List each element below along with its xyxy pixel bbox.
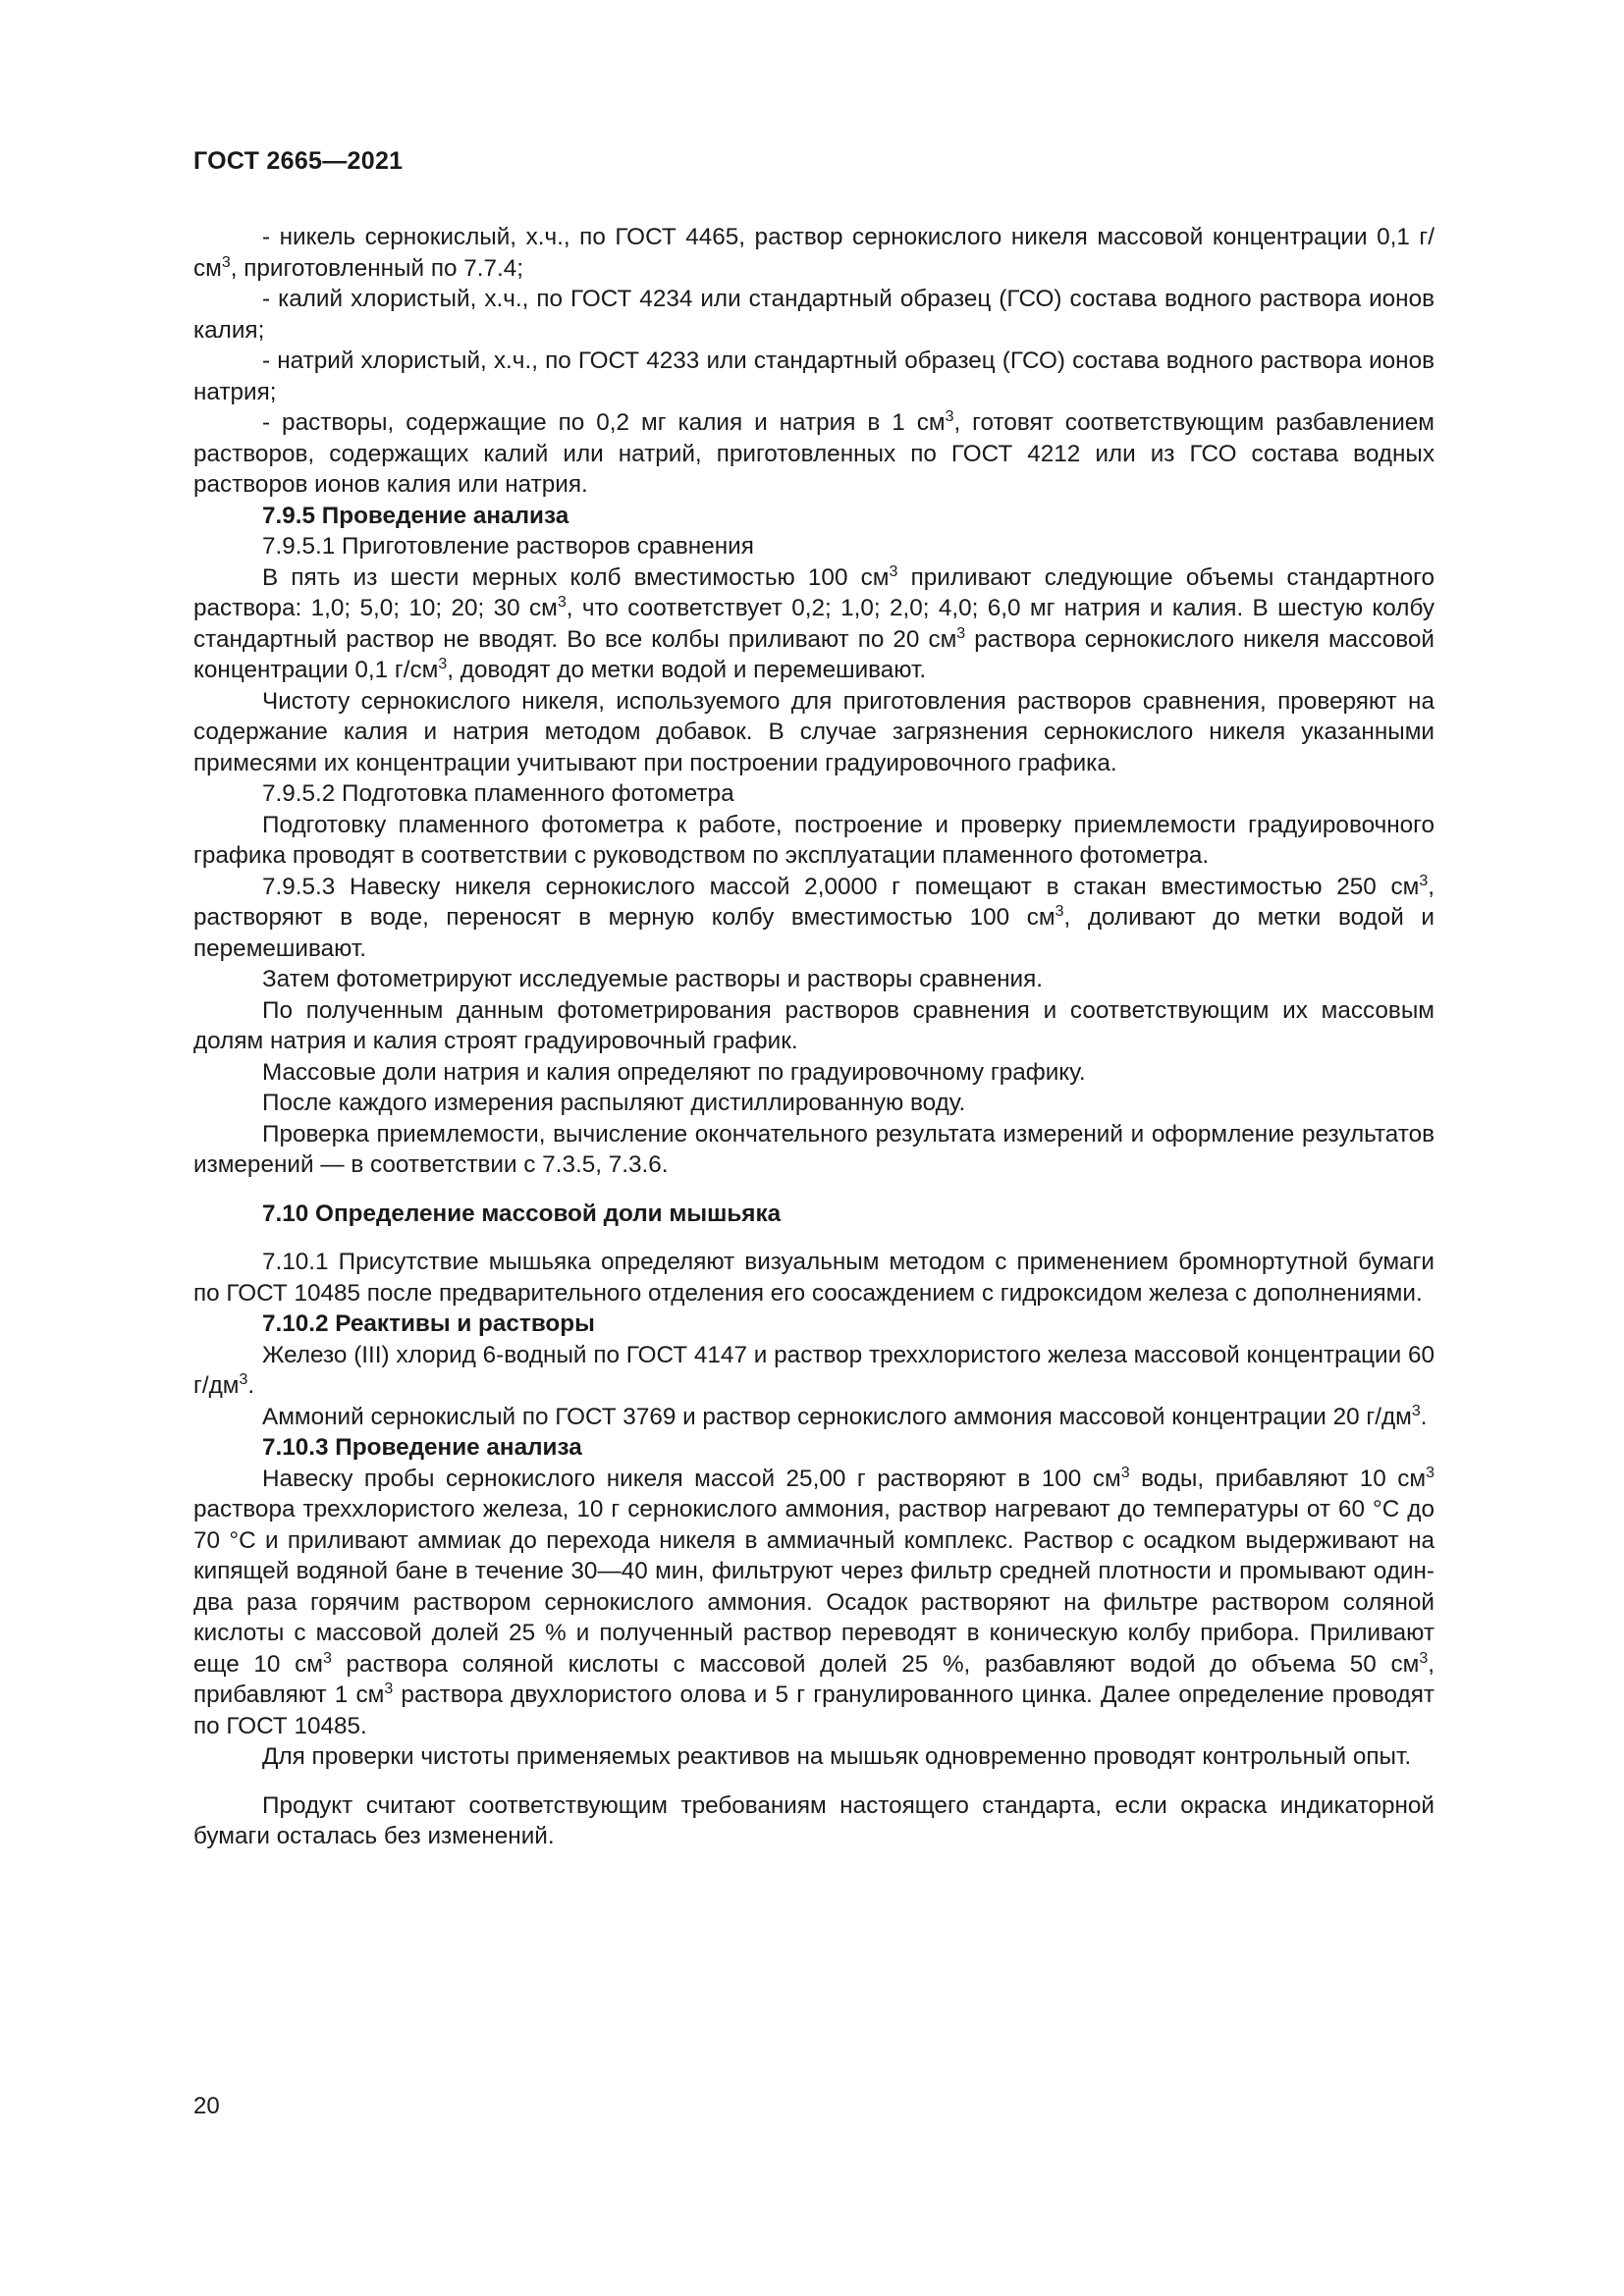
text-run: , доводят до метки водой и перемешивают. xyxy=(447,657,927,683)
superscript: 3 xyxy=(384,1681,394,1697)
superscript: 3 xyxy=(1120,1464,1130,1481)
text-run: раствора треххлористого железа, 10 г сернокислого аммония, раствор нагревают до температуры от 60 °С до 70 °С и приливают аммиак до перехода никеля в аммиачный комплекс. Раствор с осадком выдерживают на кипящей водяной бане в течение 30—40 мин, фильтруют через фильтр средней плотности и промывают один-два раза горячим раствором сернокислого аммония. Осадок растворяют на фильтре раствором соляной кислоты с массовой долей 25 % и полученный раствор переводят в коническую колбу прибора. Приливают еще 10 см xyxy=(193,1496,1435,1678)
superscript: 3 xyxy=(1419,872,1429,889)
text-run: , готовят соответствующим разбавлением растворов, содержащих калий или натрий, приготовленных по ГОСТ 4212 или из ГСО состава водных растворов ионов калия или натрия. xyxy=(193,409,1435,498)
text-run: раствора соляной кислоты с массовой долей 25 %, разбавляют водой до объема 50 см xyxy=(331,1650,1420,1678)
body-paragraph xyxy=(193,1057,1435,1089)
section-heading xyxy=(193,501,1435,532)
text-run: Подготовку пламенного фотометра к работе, построение и проверку приемлемости градуировочного графика проводят в соответствии с руководством по эксплуатации пламенного фотометра. xyxy=(193,811,1435,869)
text-run: Затем фотометрируют исследуемые растворы и растворы сравнения. xyxy=(262,966,1043,992)
text-run: 7.10.1 Присутствие мышьяка определяют визуальным методом с применением бромнортутной бумаги по ГОСТ 10485 после предварительного отделения его соосаждением с гидроксидом железа с дополнениями. xyxy=(193,1249,1435,1307)
superscript: 3 xyxy=(1426,1464,1435,1481)
text-run: Железо (III) хлорид 6-водный по ГОСТ 4147 и раствор треххлористого железа массовой концентрации 60 г/дм xyxy=(193,1341,1435,1399)
text-run: - никель сернокислый, х.ч., по ГОСТ 4465, раствор сернокислого никеля массовой концентрации 0,1 г/см xyxy=(193,224,1435,282)
section-heading xyxy=(193,1199,1435,1230)
body-paragraph xyxy=(193,1790,1435,1852)
body-paragraph xyxy=(193,1340,1435,1402)
superscript: 3 xyxy=(1411,1402,1421,1419)
body-paragraph xyxy=(193,686,1435,779)
text-run: 7.9.5.2 Подготовка пламенного фотометра xyxy=(262,780,734,807)
superscript: 3 xyxy=(889,562,898,580)
body-paragraph xyxy=(193,407,1435,501)
text-run: Массовые доли натрия и калия определяют по градуировочному графику. xyxy=(262,1058,1086,1086)
text-run: 7.10 Определение массовой доли мышьяка xyxy=(262,1200,782,1227)
body-paragraph xyxy=(193,531,1435,562)
text-run: - натрий хлористый, х.ч., по ГОСТ 4233 или стандартный образец (ГСО) состава водного раствора ионов натрия; xyxy=(193,347,1435,405)
body-paragraph xyxy=(193,346,1435,407)
body-paragraph xyxy=(193,1402,1435,1433)
text-run: раствора двухлористого олова и 5 г гранулированного цинка. Далее определение проводят по ГОСТ 10485. xyxy=(193,1682,1435,1739)
text-run: раствора сернокислого никеля массовой концентрации 0,1 г/см xyxy=(193,625,1435,683)
text-run: , приготовленный по 7.7.4; xyxy=(230,254,524,282)
text-run: - растворы, содержащие по 0,2 мг калия и натрия в 1 см xyxy=(262,409,946,436)
superscript: 3 xyxy=(945,408,954,425)
section-heading xyxy=(193,1432,1435,1464)
body-paragraph xyxy=(193,1464,1435,1742)
body-paragraph xyxy=(193,1088,1435,1119)
text-run: . xyxy=(247,1372,255,1399)
text-run: После каждого измерения распыляют дистиллированную воду. xyxy=(262,1090,966,1116)
superscript: 3 xyxy=(956,624,966,642)
body-paragraph xyxy=(193,284,1435,346)
text-run: , что соответствует 0,2; 1,0; 2,0; 4,0; 6,0 мг натрия и калия. В шестую колбу стандартный раствор не вводят. Во все колбы приливают по 20 см xyxy=(193,595,1435,653)
superscript: 3 xyxy=(221,253,231,271)
text-run: , доливают до метки водой и перемешивают. xyxy=(193,904,1435,962)
body-paragraph xyxy=(193,778,1435,810)
text-run: , растворяют в воде, переносят в мерную колбу вместимостью 100 см xyxy=(193,873,1435,931)
superscript: 3 xyxy=(1055,903,1064,920)
text-run: 7.9.5 Проведение анализа xyxy=(262,502,569,529)
text-run: Чистоту сернокислого никеля, используемого для приготовления растворов сравнения, проверяют на содержание калия и натрия методом добавок. В случае загрязнения сернокислого никеля указанными примесями их концентрации учитывают при построении градуировочного графика. xyxy=(193,687,1435,776)
text-run: По полученным данным фотометрирования растворов сравнения и соответствующим их массовым долям натрия и калия строят градуировочный график. xyxy=(193,996,1435,1054)
text-run: приливают следующие объемы стандартного раствора: 1,0; 5,0; 10; 20; 30 см xyxy=(193,563,1435,621)
body-paragraph xyxy=(193,222,1435,284)
body-paragraph xyxy=(193,1119,1435,1181)
text-run: Для проверки чистоты применяемых реактивов на мышьяк одновременно проводят контрольный опыт. xyxy=(262,1743,1412,1770)
text-run: . xyxy=(1420,1403,1428,1430)
text-run: - калий хлористый, х.ч., по ГОСТ 4234 или стандартный образец (ГСО) состава водного раствора ионов калия; xyxy=(193,286,1435,344)
text-run: , прибавляют 1 см xyxy=(193,1650,1435,1708)
page-number: 20 xyxy=(193,2093,220,2119)
text-run: В пять из шести мерных колб вместимостью 100 см xyxy=(262,563,890,591)
text-run: Продукт считают соответствующим требованиям настоящего стандарта, если окраска индикаторной бумаги осталась без изменений. xyxy=(193,1791,1435,1849)
superscript: 3 xyxy=(1419,1649,1429,1667)
body-paragraph xyxy=(193,810,1435,872)
text-run: 7.9.5.1 Приготовление растворов сравнения xyxy=(262,533,754,560)
section-heading xyxy=(193,1308,1435,1340)
text-run: воды, прибавляют 10 см xyxy=(1129,1465,1427,1492)
document-body xyxy=(193,222,1435,1852)
document-header: ГОСТ 2665—2021 xyxy=(193,147,404,175)
text-run: Проверка приемлемости, вычисление окончательного результата измерений и оформление результатов измерений — в соответствии с 7.3.5, 7.3.6. xyxy=(193,1120,1435,1178)
superscript: 3 xyxy=(239,1371,248,1388)
superscript: 3 xyxy=(438,656,448,672)
text-run: Навеску пробы сернокислого никеля массой 25,00 г растворяют в 100 см xyxy=(262,1465,1121,1492)
body-paragraph xyxy=(193,872,1435,965)
text-run: Аммоний сернокислый по ГОСТ 3769 и раствор сернокислого аммония массовой концентрации 20 г/дм xyxy=(262,1403,1412,1430)
superscript: 3 xyxy=(322,1649,332,1667)
body-paragraph xyxy=(193,1247,1435,1308)
body-paragraph xyxy=(193,995,1435,1057)
body-paragraph xyxy=(193,562,1435,686)
text-run: 7.10.2 Реактивы и растворы xyxy=(262,1310,595,1337)
text-run: 7.10.3 Проведение анализа xyxy=(262,1434,582,1461)
body-paragraph xyxy=(193,964,1435,995)
body-paragraph xyxy=(193,1741,1435,1773)
superscript: 3 xyxy=(557,594,567,611)
text-run: 7.9.5.3 Навеску никеля сернокислого массой 2,0000 г помещают в стакан вместимостью 250 см xyxy=(262,873,1420,900)
